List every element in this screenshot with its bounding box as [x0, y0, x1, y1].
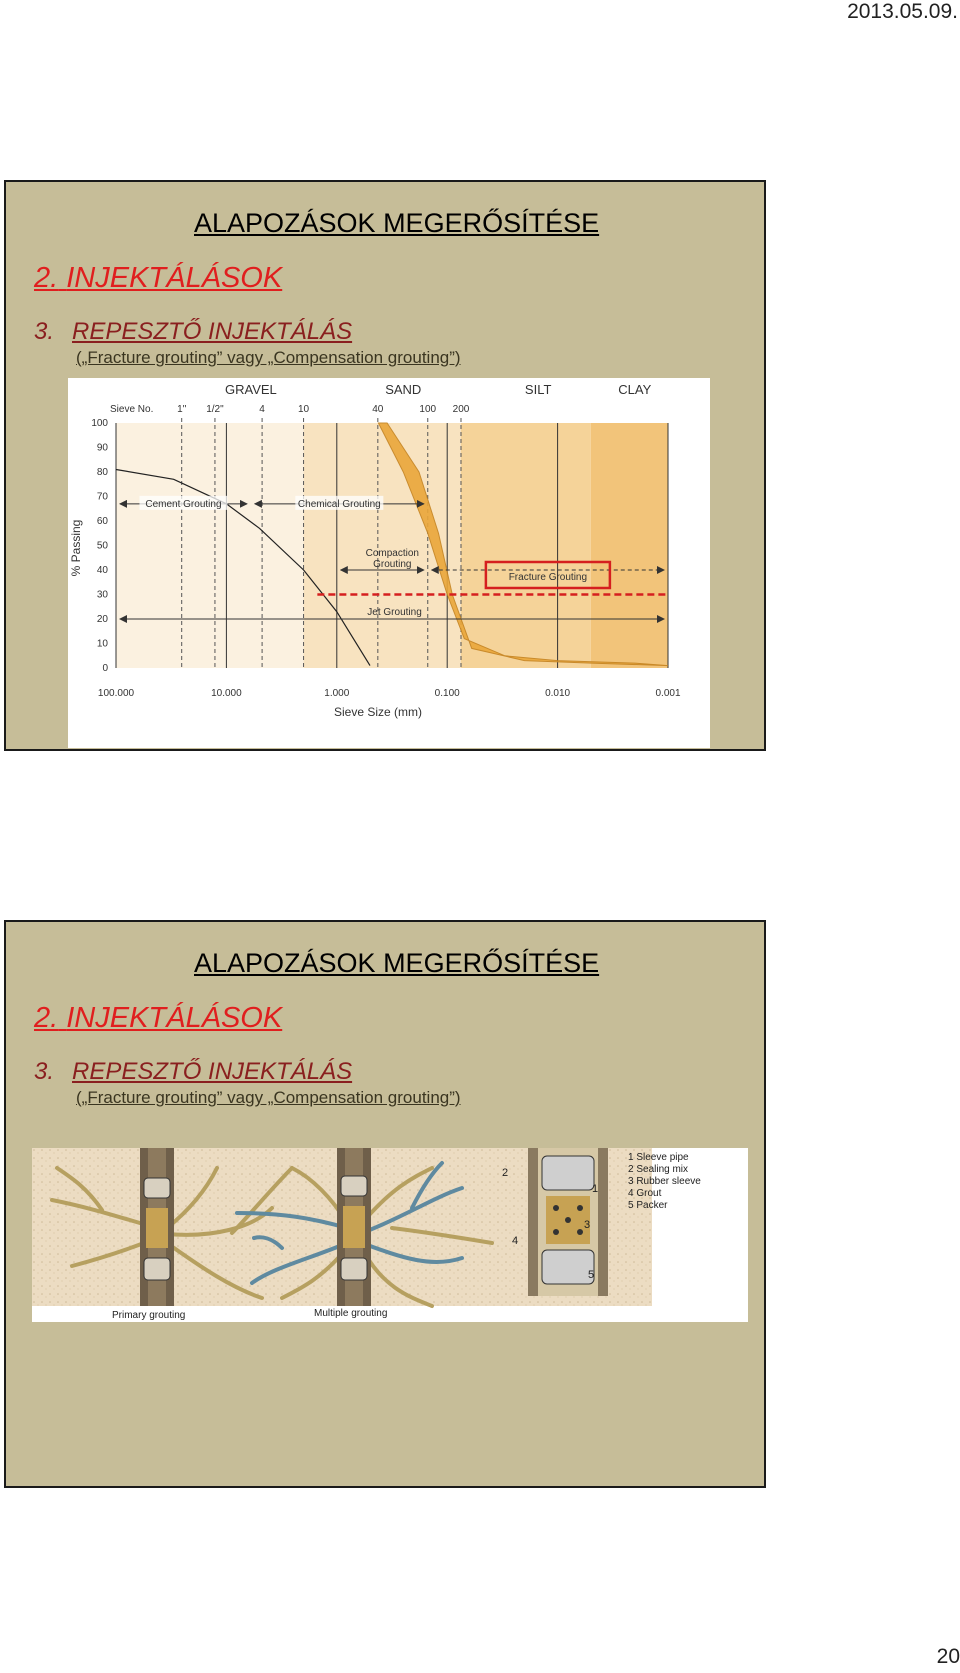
y-tick-label: 50	[96, 540, 108, 552]
detail-pipe	[528, 1148, 608, 1296]
soil-class-label: SAND	[385, 382, 422, 397]
section-heading	[34, 1002, 282, 1035]
callout-number: 4	[512, 1235, 519, 1247]
soil-class-label: GRAVEL	[225, 382, 277, 397]
sieve-number: 1"	[177, 404, 187, 415]
section-number: 2.	[34, 1002, 59, 1034]
fracture-grouting-illustration	[32, 1148, 748, 1322]
y-tick-label: 0	[102, 663, 108, 674]
grain-size-chart	[68, 378, 710, 748]
y-axis-label: % Passing	[69, 519, 83, 577]
soil-class-label: CLAY	[618, 382, 652, 397]
soil-class-label: SILT	[524, 382, 552, 397]
y-tick-label: 40	[96, 565, 108, 576]
annotation-label: Chemical Grouting	[297, 498, 381, 510]
subsection-label: REPESZTŐ INJEKTÁLÁS	[72, 318, 353, 345]
legend-item: 3 Rubber sleeve	[628, 1176, 701, 1187]
sieve-number: 10	[298, 404, 310, 415]
sieve-number: 200	[452, 404, 470, 415]
callout-number: 3	[584, 1219, 591, 1231]
callout-number: 5	[588, 1269, 595, 1281]
slide-1	[4, 180, 766, 751]
subsection-heading	[34, 318, 352, 346]
annotation-label: Compaction	[365, 548, 419, 559]
callout-number: 2	[502, 1167, 509, 1179]
y-tick-label: 10	[96, 638, 108, 650]
legend-item: 5 Packer	[628, 1200, 668, 1211]
annotation-label: Grouting	[373, 559, 412, 570]
x-tick-label: 0.100	[434, 688, 460, 699]
y-tick-label: 30	[96, 589, 108, 601]
annotation-label: Jet Grouting	[367, 607, 422, 618]
annotation-label: Cement Grouting	[145, 498, 222, 510]
sieve-number: 100	[419, 404, 437, 415]
legend-item: 4 Grout	[628, 1188, 662, 1199]
subsection-heading	[34, 1058, 352, 1086]
y-tick-label: 80	[96, 467, 108, 478]
annotation-label: Fracture Grouting	[508, 572, 588, 583]
subsection-number: 3.	[34, 1058, 55, 1085]
slide-2	[4, 920, 766, 1488]
soil-band-3	[591, 423, 668, 668]
sieve-number: 1/2"	[206, 404, 224, 415]
slide-subtitle: („Fracture grouting” vagy „Compensation grouting”)	[76, 348, 461, 367]
subsection-number: 3.	[34, 318, 55, 345]
sieve-label: Sieve No.	[110, 404, 154, 415]
soil-band-2	[461, 423, 591, 668]
sieve-number: 40	[372, 404, 384, 415]
date-stamp: 2013.05.09.	[847, 0, 958, 23]
y-tick-label: 20	[96, 614, 108, 625]
caption-multiple: Multiple grouting	[314, 1308, 388, 1319]
y-tick-label: 100	[91, 418, 108, 429]
slide-title: ALAPOZÁSOK MEGERŐSÍTÉSE	[194, 208, 600, 238]
section-label: INJEKTÁLÁSOK	[66, 262, 283, 294]
x-tick-label: 1.000	[324, 688, 350, 699]
caption-primary: Primary grouting	[112, 1310, 186, 1321]
section-number: 2.	[34, 262, 59, 294]
primary-pipe	[140, 1148, 174, 1306]
soil-band-0	[116, 423, 304, 668]
slide-subtitle: („Fracture grouting” vagy „Compensation grouting”)	[76, 1088, 461, 1107]
y-tick-label: 70	[96, 491, 108, 503]
callout-number: 1	[592, 1183, 599, 1195]
x-axis-label: Sieve Size (mm)	[333, 705, 423, 719]
page-number: 20	[936, 1645, 960, 1668]
section-label: INJEKTÁLÁSOK	[66, 1002, 283, 1034]
y-tick-label: 60	[96, 516, 108, 527]
y-tick-label: 90	[96, 442, 108, 454]
slide-title: ALAPOZÁSOK MEGERŐSÍTÉSE	[194, 948, 600, 978]
multiple-pipe	[337, 1148, 371, 1306]
sieve-number: 4	[259, 404, 265, 415]
x-tick-label: 10.000	[211, 688, 242, 699]
subsection-label: REPESZTŐ INJEKTÁLÁS	[72, 1058, 353, 1085]
x-tick-label: 0.001	[655, 688, 681, 699]
x-tick-label: 0.010	[545, 688, 571, 699]
legend-item: 2 Sealing mix	[628, 1164, 689, 1175]
x-tick-label: 100.000	[97, 688, 135, 699]
section-heading	[34, 262, 282, 295]
legend-item: 1 Sleeve pipe	[628, 1152, 689, 1163]
